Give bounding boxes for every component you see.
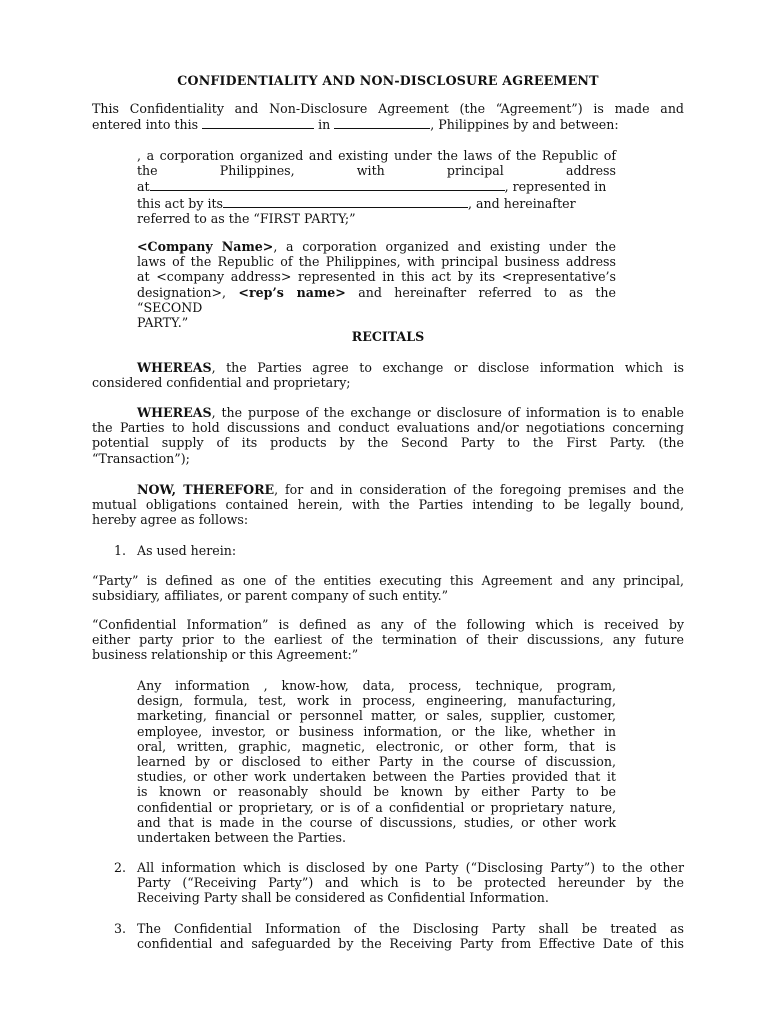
fp-represented: , represented in — [504, 179, 607, 195]
any-info-line: confidential or proprietary, or is of a confidential or proprietary nature, — [137, 799, 616, 815]
fp-at-label: at — [137, 179, 150, 195]
address-blank — [150, 178, 505, 191]
ci-definition — [92, 617, 684, 663]
any-info-line: marketing, financial or personnel matter, or sales, supplier, customer, — [137, 708, 616, 724]
now-therefore-keyword: NOW, THEREFORE — [137, 482, 275, 497]
now-therefore-line-2: mutual obligations contained herein, with the Parties intending to be legally bound, — [92, 497, 684, 513]
sp-designation: designation>, — [137, 284, 239, 300]
fp-word: with — [356, 163, 385, 179]
ci-def-line-2: either party prior to the earliest of the termination of their discussions, any future — [92, 632, 684, 648]
item-1-text: As used herein: — [137, 543, 237, 558]
any-info-line: oral, written, graphic, magnetic, electronic, or other form, that is — [137, 738, 616, 754]
fp-word: Philippines, — [219, 163, 295, 179]
document-title: CONFIDENTIALITY AND NON-DISCLOSURE AGREEMENT — [177, 73, 599, 88]
first-party-line-4 — [137, 195, 616, 211]
party-def-line-1: “Party” is defined as one of the entities executing this Agreement and any principal, — [92, 573, 684, 588]
first-party-line-5: referred to as the “FIRST PARTY;” — [137, 210, 356, 226]
fp-act-label: this act by its — [137, 195, 224, 211]
whereas-2-text: , the purpose of the exchange or disclosure of information is to enable — [211, 405, 684, 420]
now-therefore-paragraph — [92, 482, 684, 528]
whereas-2-paragraph — [92, 405, 684, 466]
any-info-line: design, formula, test, work in process, engineering, manufacturing, — [137, 693, 616, 709]
rep-name-placeholder: <rep’s name> — [238, 284, 346, 300]
fp-word: principal — [446, 163, 504, 179]
any-info-line: Any information , know-how, data, process, technique, program, — [137, 678, 616, 693]
first-party-line-3 — [137, 178, 616, 194]
second-party-line-2: laws of the Republic of the Philippines, with principal business address — [137, 254, 616, 270]
first-party-paragraph — [137, 148, 616, 226]
date-blank — [202, 116, 314, 129]
whereas-2-line-4: “Transaction”); — [92, 450, 190, 466]
party-def-line-2: subsidiary, affiliates, or parent company of such entity.” — [92, 588, 449, 604]
item-2-number: 2. — [114, 860, 127, 875]
whereas-1-text: , the Parties agree to exchange or disclose information which is — [211, 360, 684, 375]
second-party-line-4 — [137, 285, 616, 315]
intro-text-c: , Philippines by and between: — [430, 117, 619, 133]
item-3-paragraph — [137, 921, 684, 951]
any-info-line: employee, investor, or business information, or the like, whether in — [137, 723, 616, 739]
intro-text-a: entered into this — [92, 117, 199, 133]
now-therefore-line-3: hereby agree as follows: — [92, 512, 249, 528]
whereas-1-line-2: considered confidential and proprietary; — [92, 375, 351, 391]
fp-hereinafter: , and hereinafter — [468, 195, 576, 211]
any-info-line: and that is made in the course of discussions, studies, or other work — [137, 814, 616, 830]
any-info-line: studies, or other work undertaken between the Parties provided that it — [137, 769, 616, 785]
first-party-line-2 — [137, 163, 616, 178]
intro-line-1: This Confidentiality and Non-Disclosure Agreement (the “Agreement”) is made and — [92, 101, 684, 116]
intro-paragraph — [92, 101, 684, 132]
whereas-1-line-1 — [92, 360, 684, 375]
any-info-line: is known or reasonably should be known by either Party to be — [137, 784, 616, 800]
any-info-line: learned by or disclosed to either Party in the course of discussion, — [137, 754, 616, 770]
company-name-placeholder: <Company Name> — [137, 239, 274, 254]
item-2-line-3: Receiving Party shall be considered as Confidential Information. — [137, 890, 549, 906]
whereas-keyword: WHEREAS — [137, 360, 212, 375]
item-3-number: 3. — [114, 921, 127, 936]
whereas-2-line-2: the Parties to hold discussions and conduct evaluations and/or negotiations concerning — [92, 420, 684, 436]
item-1-number: 1. — [114, 543, 127, 558]
representative-blank — [223, 195, 468, 208]
recitals-heading: RECITALS — [351, 329, 425, 344]
second-party-line-1 — [137, 239, 616, 254]
item-2-paragraph — [137, 860, 684, 906]
fp-word: address — [565, 163, 616, 179]
any-information-paragraph — [137, 678, 616, 845]
whereas-1-paragraph — [92, 360, 684, 390]
whereas-2-line-3: potential supply of its products by the Second Party to the First Party. (the — [92, 435, 684, 451]
sp-text: , a corporation organized and existing under the — [273, 239, 616, 254]
first-party-line-1: , a corporation organized and existing under the laws of the Republic of — [137, 148, 616, 163]
intro-text-b: in — [318, 117, 331, 133]
second-party-paragraph — [137, 239, 616, 330]
now-therefore-text: , for and in consideration of the foregoing premises and the — [274, 482, 684, 497]
sp-hereinafter: and hereinafter referred to as the “SECOND — [137, 284, 616, 315]
item-3-line-1: The Confidential Information of the Disclosing Party shall be treated as — [137, 921, 684, 936]
item-2-line-1: All information which is disclosed by one Party (“Disclosing Party”) to the other — [137, 860, 684, 875]
second-party-line-3: at <company address> represented in this act by its <representative’s — [137, 269, 616, 285]
whereas-keyword: WHEREAS — [137, 405, 212, 420]
fp-word: the — [137, 163, 158, 179]
party-definition — [92, 573, 684, 603]
ci-def-line-3: business relationship or this Agreement:” — [92, 647, 359, 663]
second-party-line-5: PARTY.” — [137, 315, 189, 331]
place-blank — [334, 116, 430, 129]
now-therefore-line-1 — [92, 482, 684, 497]
any-info-line: undertaken between the Parties. — [137, 830, 346, 846]
item-2-line-2: Party (“Receiving Party”) and which is to be protected hereunder by the — [137, 875, 684, 891]
item-3-line-2: confidential and safeguarded by the Receiving Party from Effective Date of this — [137, 936, 684, 952]
ci-def-line-1: “Confidential Information” is defined as any of the following which is received by — [92, 617, 684, 632]
whereas-2-line-1 — [92, 405, 684, 420]
intro-line-2 — [92, 116, 684, 132]
